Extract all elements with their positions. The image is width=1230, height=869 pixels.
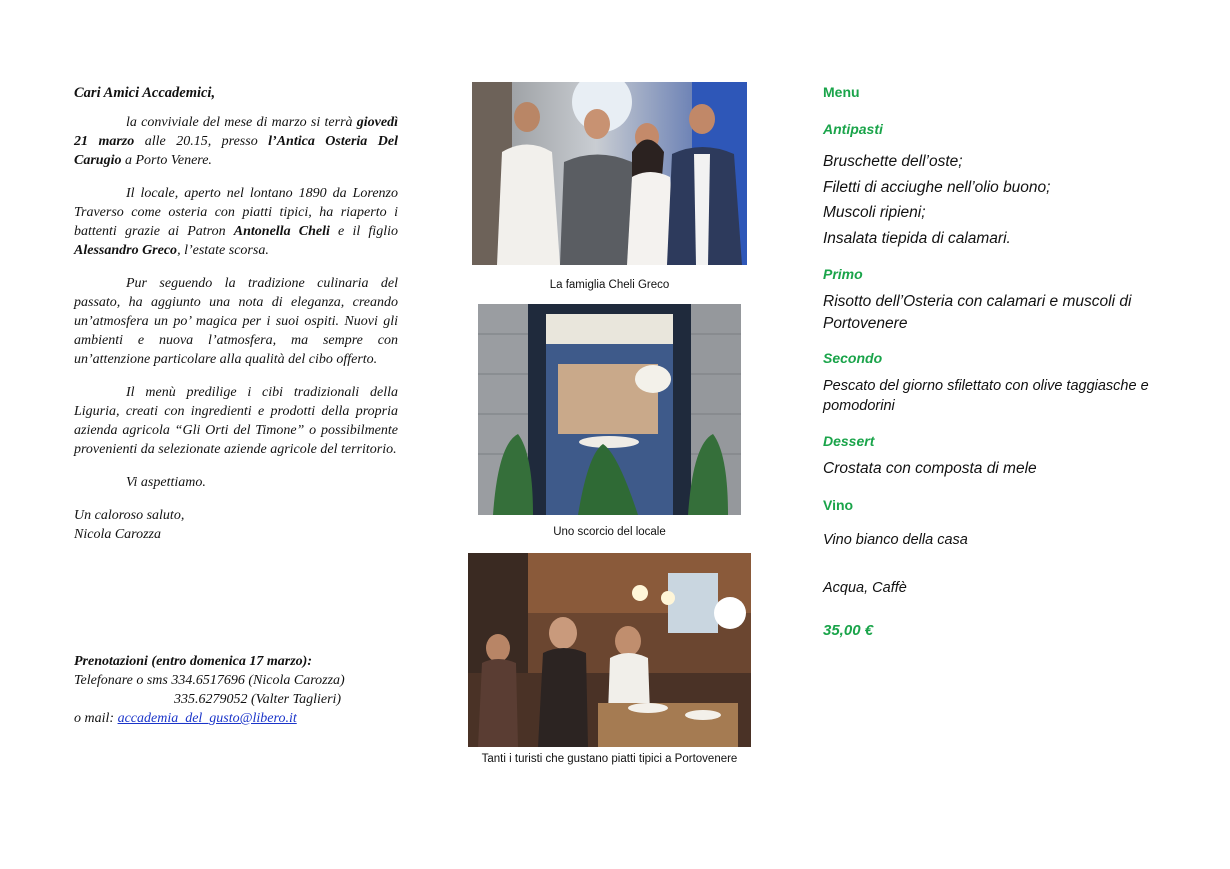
secondo-dish: Pescato del giorno sfilettato con olive taggiasche e pomodorini: [823, 378, 1149, 414]
closing: Un caloroso saluto,: [74, 508, 185, 523]
email-link[interactable]: accademia_del_gusto@libero.it: [117, 711, 297, 726]
list-item: Bruschette dell’oste;: [823, 153, 963, 170]
see-you-line: Vi aspettiamo.: [126, 475, 206, 490]
primo-dish: Risotto dell’Osteria con calamari e muscoli di Portovenere: [823, 293, 1132, 332]
water-coffee: Acqua, Caffè: [823, 580, 907, 596]
section-antipasti: Antipasti: [823, 121, 883, 137]
reservations-title: Prenotazioni (entro domenica 17 marzo):: [74, 654, 313, 669]
list-item: Muscoli ripieni;: [823, 204, 926, 221]
wine: Vino bianco della casa: [823, 532, 968, 548]
photo-tourists-dining: [468, 553, 751, 747]
photo-family: [472, 82, 747, 265]
caption-family: La famiglia Cheli Greco: [549, 279, 670, 291]
menu-title: Menu: [823, 84, 860, 100]
caption-restaurant: Uno scorcio del locale: [553, 526, 666, 538]
antipasti-list: [823, 149, 1163, 251]
paragraph-atmosphere: Pur seguendo la tradizione culinaria del passato, ha aggiunto una nota di eleganza, creando un’atmosfera un po’ magica per i suoi ospiti. Nuovi gli ambienti e nuova l’atmosfera, ma sempre con un’attenzione particolare alla qualità del cibo offerto.: [74, 276, 398, 367]
section-vino: Vino: [823, 497, 854, 513]
paragraph-menu-intro: Il menù predilige i cibi tradizionali della Liguria, creati con ingredienti e prodotti della propria azienda agricola “Gli Orti del Timone” o possibilmente provenienti da selezionate aziende agricole del territorio.: [74, 385, 398, 457]
restaurant-name: l’Antica Osteria Del Carugio: [74, 134, 398, 168]
caption-tourists: Tanti i turisti che gustano piatti tipici a Portovenere: [481, 753, 738, 765]
signature: Nicola Carozza: [74, 527, 161, 542]
price: 35,00 €: [823, 622, 874, 639]
list-item: Filetti di acciughe nell’olio buono;: [823, 178, 1051, 196]
phone-line-1: Telefonare o sms 334.6517696 (Nicola Carozza): [74, 673, 345, 688]
paragraph-event: la conviviale del mese di marzo si terrà giovedì 21 marzo alle 20.15, presso l’Antica Osteria Del Carugio a Porto Venere.: [74, 115, 398, 168]
event-date: giovedì 21 marzo: [74, 115, 398, 149]
dessert-dish: Crostata con composta di mele: [823, 460, 1037, 477]
section-secondo: Secondo: [823, 350, 883, 366]
list-item: Insalata tiepida di calamari.: [823, 229, 1011, 247]
reservations-block: Prenotazioni (entro domenica 17 marzo): Telefonare o sms 334.6517696 (Nicola Carozza) 335.6279052 (Valter Taglieri) o mail: accademia_del_gusto@libero.it: [74, 652, 414, 728]
paragraph-history: Il locale, aperto nel lontano 1890 da Lorenzo Traverso come osteria con piatti tipici, ha riaperto i battenti grazie ai Patron Antonella Cheli e il figlio Alessandro Greco, l’estate scorsa.: [74, 186, 398, 258]
menu-column: [823, 84, 1163, 639]
section-dessert: Dessert: [823, 433, 875, 449]
photo-restaurant-entrance: [478, 304, 741, 515]
invitation-letter: [74, 84, 398, 544]
section-primo: Primo: [823, 266, 863, 282]
greeting: Cari Amici Accademici,: [74, 85, 216, 101]
phone-line-2: 335.6279052 (Valter Taglieri): [174, 692, 342, 707]
